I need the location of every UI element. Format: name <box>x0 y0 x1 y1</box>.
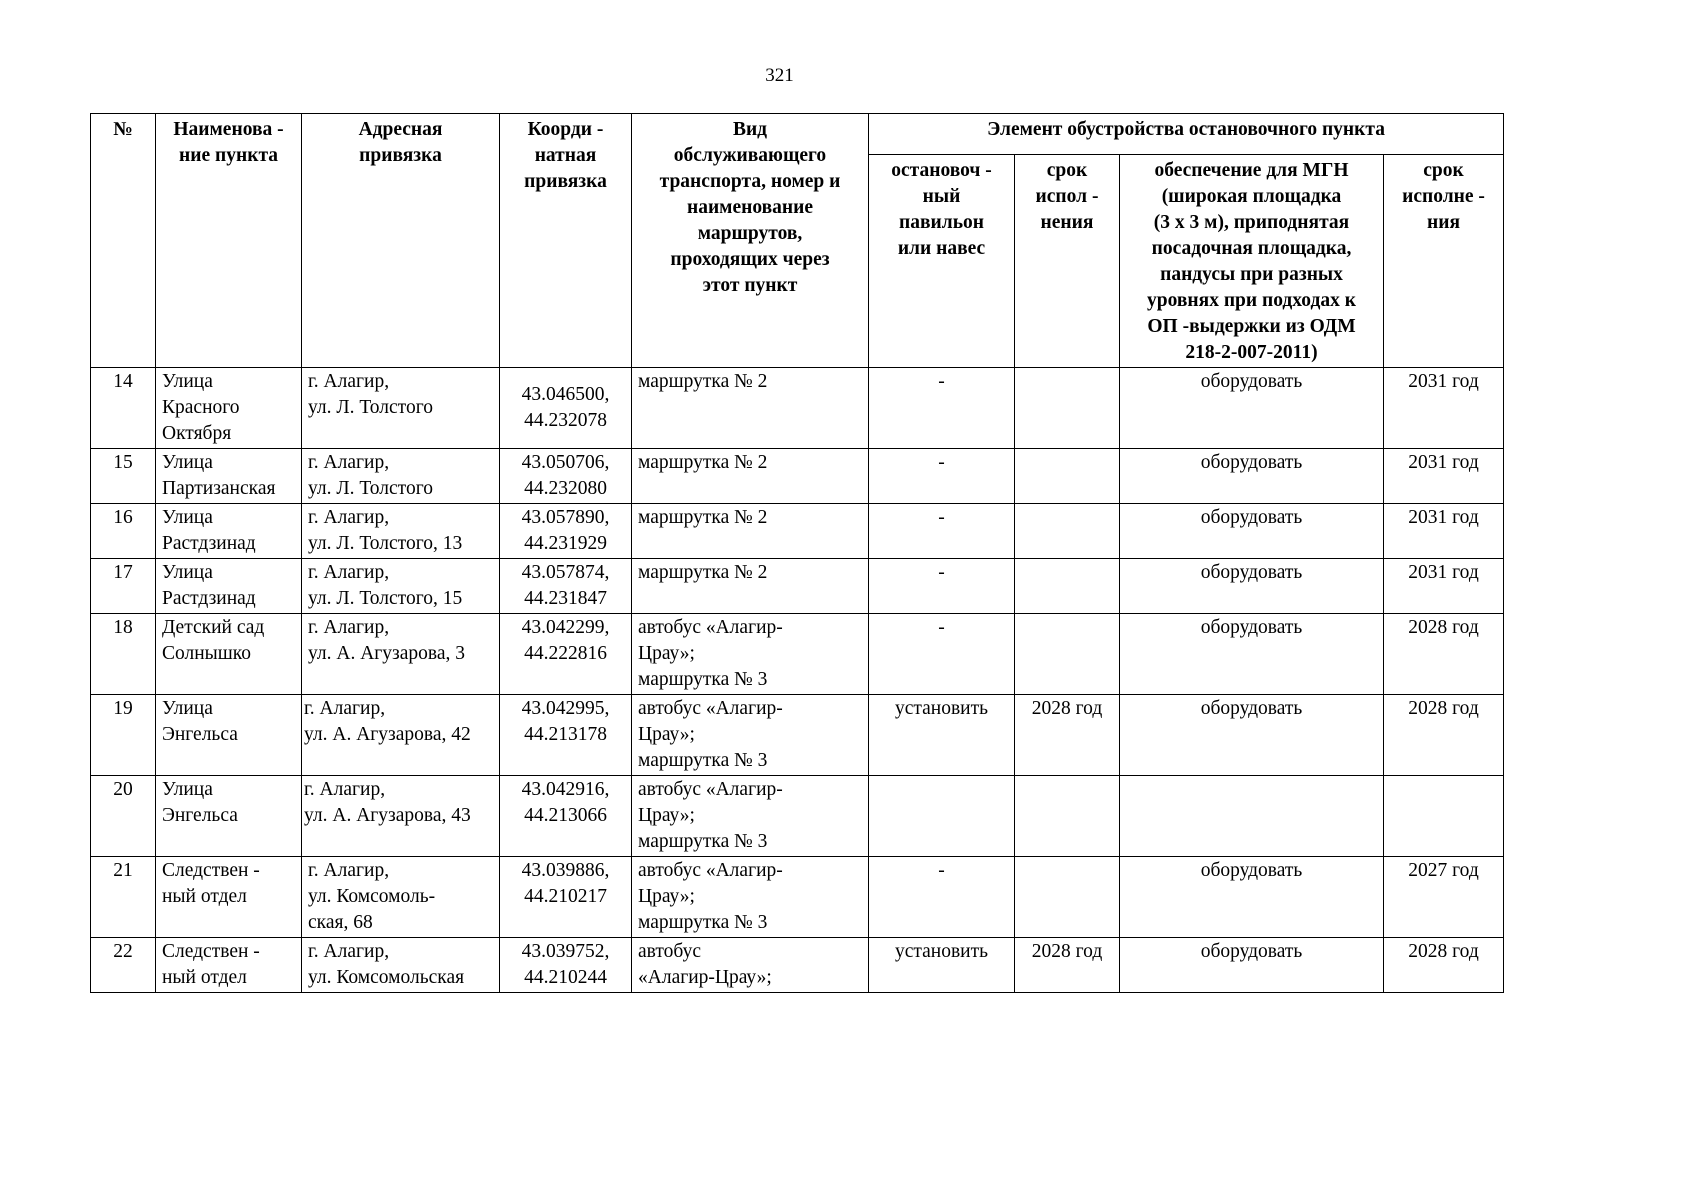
cell-line: 44.222816 <box>524 643 607 664</box>
cell-pavilion: - <box>869 857 1015 938</box>
cell-line: 44.213178 <box>524 724 607 745</box>
cell-line: маршрутка № 2 <box>638 507 768 528</box>
text-line: наименование <box>686 197 814 218</box>
cell-line: автобус «Алагир- <box>638 779 783 800</box>
text-line: пандусы при разных <box>1160 264 1343 285</box>
cell-address <box>302 368 500 449</box>
cell-pavilion: - <box>869 449 1015 504</box>
text-line: срок <box>1046 160 1088 181</box>
cell-line: г. Алагир, <box>304 779 386 800</box>
cell-term-1: 2028 год <box>1015 938 1120 993</box>
cell-term-2 <box>1384 776 1504 857</box>
table-row <box>91 776 1504 857</box>
cell-line: 44.231847 <box>524 588 607 609</box>
header-num: № <box>91 114 156 368</box>
text-line: Адресная <box>358 119 443 140</box>
cell-mgn: оборудовать <box>1120 614 1384 695</box>
cell-term-1 <box>1015 504 1120 559</box>
cell-line: Улица <box>162 371 213 392</box>
cell-name <box>156 776 302 857</box>
cell-address <box>302 449 500 504</box>
text-line: ОП -выдержки из ОДМ <box>1147 316 1356 337</box>
cell-line: г. Алагир, <box>308 941 390 962</box>
text-line: ние пункта <box>178 145 279 166</box>
cell-transport <box>632 368 869 449</box>
cell-coords <box>500 857 632 938</box>
cell-line: Црау»; <box>638 724 695 745</box>
cell-line: Улица <box>162 507 213 528</box>
cell-line: г. Алагир, <box>308 860 390 881</box>
cell-term-2: 2031 год <box>1384 368 1504 449</box>
cell-pavilion: установить <box>869 695 1015 776</box>
cell-term-2: 2028 год <box>1384 938 1504 993</box>
cell-line: ская, 68 <box>308 912 373 933</box>
text-line: (3 х 3 м), приподнятая <box>1153 212 1350 233</box>
cell-line: Энгельса <box>162 724 238 745</box>
cell-line: 43.057874, <box>521 562 610 583</box>
cell-transport <box>632 938 869 993</box>
text-line: испол - <box>1035 186 1099 207</box>
cell-line: Црау»; <box>638 643 695 664</box>
header-name <box>156 114 302 368</box>
header-stop-elements: Элемент обустройства остановочного пункта <box>869 114 1504 155</box>
text-line: этот пункт <box>702 275 798 296</box>
cell-line: маршрутка № 3 <box>638 750 768 771</box>
cell-line: Улица <box>162 779 213 800</box>
cell-line: Растдзинад <box>162 588 256 609</box>
cell-transport <box>632 776 869 857</box>
text-line: ния <box>1427 212 1461 233</box>
cell-pavilion: - <box>869 504 1015 559</box>
cell-line: ный отдел <box>162 886 247 907</box>
text-line: павильон <box>899 212 984 233</box>
cell-num: 17 <box>91 559 156 614</box>
text-line: Вид <box>732 119 768 140</box>
cell-num: 16 <box>91 504 156 559</box>
table-row <box>91 368 1504 449</box>
cell-coords <box>500 938 632 993</box>
cell-pavilion: установить <box>869 938 1015 993</box>
cell-line: Следствен - <box>162 860 260 881</box>
cell-address <box>302 776 500 857</box>
cell-address <box>302 504 500 559</box>
cell-term-1 <box>1015 368 1120 449</box>
header-transport <box>632 114 869 368</box>
cell-line: ул. Комсомоль- <box>308 886 436 907</box>
table-body <box>91 368 1504 993</box>
cell-pavilion <box>869 776 1015 857</box>
cell-line: 43.050706, <box>521 452 610 473</box>
cell-coords <box>500 504 632 559</box>
page-number: 321 <box>765 65 794 86</box>
cell-line: Октября <box>162 423 232 444</box>
cell-line: автобус «Алагир- <box>638 617 783 638</box>
cell-line: маршрутка № 3 <box>638 912 768 933</box>
cell-line: г. Алагир, <box>308 562 390 583</box>
cell-line: Энгельса <box>162 805 238 826</box>
text-line: транспорта, номер и <box>659 171 841 192</box>
cell-line: 44.210244 <box>524 967 607 988</box>
cell-line: ул. Л. Толстого <box>308 397 433 418</box>
cell-line: ул. А. Агузарова, 43 <box>304 805 471 826</box>
table-row <box>91 559 1504 614</box>
cell-mgn: оборудовать <box>1120 857 1384 938</box>
cell-name <box>156 695 302 776</box>
cell-line: 44.232078 <box>524 410 607 431</box>
cell-num: 20 <box>91 776 156 857</box>
cell-coords <box>500 776 632 857</box>
header-term-1 <box>1015 155 1120 368</box>
cell-mgn: оборудовать <box>1120 449 1384 504</box>
cell-line: маршрутка № 2 <box>638 452 768 473</box>
cell-line: ул. Комсомольская <box>308 967 465 988</box>
cell-term-2: 2027 год <box>1384 857 1504 938</box>
text-line: 218-2-007-2011) <box>1185 342 1318 363</box>
table-row <box>91 938 1504 993</box>
cell-num: 15 <box>91 449 156 504</box>
cell-line: 43.046500, <box>521 384 610 405</box>
cell-address <box>302 614 500 695</box>
cell-num: 22 <box>91 938 156 993</box>
cell-address <box>302 938 500 993</box>
text-line: ный <box>922 186 961 207</box>
cell-line: «Алагир-Црау»; <box>638 967 772 988</box>
cell-term-2: 2028 год <box>1384 614 1504 695</box>
text-line: исполне - <box>1402 186 1485 207</box>
cell-line: автобус «Алагир- <box>638 860 783 881</box>
cell-mgn: оборудовать <box>1120 695 1384 776</box>
cell-line: 43.039752, <box>521 941 610 962</box>
text-line: уровнях при подходах к <box>1147 290 1356 311</box>
cell-line: 44.231929 <box>524 533 607 554</box>
table-row <box>91 695 1504 776</box>
cell-line: 44.213066 <box>524 805 607 826</box>
cell-line: 43.039886, <box>521 860 610 881</box>
text-line: привязка <box>524 171 607 192</box>
cell-name <box>156 504 302 559</box>
header-pavilion <box>869 155 1015 368</box>
cell-line: Црау»; <box>638 886 695 907</box>
bus-stops-table <box>90 113 1504 993</box>
cell-line: 43.042916, <box>521 779 610 800</box>
table-row <box>91 857 1504 938</box>
text-line: обслуживающего <box>673 145 827 166</box>
cell-pavilion: - <box>869 559 1015 614</box>
cell-line: Растдзинад <box>162 533 256 554</box>
table-row <box>91 449 1504 504</box>
cell-pavilion: - <box>869 368 1015 449</box>
cell-line: маршрутка № 2 <box>638 371 768 392</box>
cell-address <box>302 857 500 938</box>
cell-line: г. Алагир, <box>308 371 390 392</box>
cell-line: Красного <box>162 397 240 418</box>
cell-term-2: 2031 год <box>1384 449 1504 504</box>
cell-line: г. Алагир, <box>308 617 390 638</box>
cell-line: Улица <box>162 698 213 719</box>
text-line: натная <box>534 145 597 166</box>
text-line: Коорди - <box>527 119 604 140</box>
cell-line: автобус «Алагир- <box>638 698 783 719</box>
cell-name <box>156 368 302 449</box>
text-line: маршрутов, <box>697 223 803 244</box>
header-mgn <box>1120 155 1384 368</box>
cell-term-2: 2031 год <box>1384 559 1504 614</box>
text-line: Наименова - <box>173 119 284 140</box>
cell-term-1 <box>1015 449 1120 504</box>
cell-term-1 <box>1015 857 1120 938</box>
cell-line: г. Алагир, <box>304 698 386 719</box>
cell-coords <box>500 695 632 776</box>
text-line: привязка <box>359 145 442 166</box>
cell-name <box>156 559 302 614</box>
cell-address <box>302 695 500 776</box>
cell-line: ный отдел <box>162 967 247 988</box>
cell-line: г. Алагир, <box>308 452 390 473</box>
cell-num: 18 <box>91 614 156 695</box>
cell-mgn <box>1120 776 1384 857</box>
text-line: остановоч - <box>891 160 992 181</box>
cell-num: 19 <box>91 695 156 776</box>
cell-line: Улица <box>162 452 213 473</box>
header-address <box>302 114 500 368</box>
cell-line: маршрутка № 3 <box>638 669 768 690</box>
cell-term-1: 2028 год <box>1015 695 1120 776</box>
cell-line: автобус <box>638 941 701 962</box>
cell-line: маршрутка № 3 <box>638 831 768 852</box>
cell-transport <box>632 504 869 559</box>
cell-transport <box>632 559 869 614</box>
cell-transport <box>632 695 869 776</box>
cell-term-1 <box>1015 776 1120 857</box>
header-coords <box>500 114 632 368</box>
cell-line: 43.042995, <box>521 698 610 719</box>
cell-line: маршрутка № 2 <box>638 562 768 583</box>
table-row <box>91 614 1504 695</box>
cell-line: Солнышко <box>162 643 252 664</box>
cell-transport <box>632 857 869 938</box>
cell-mgn: оборудовать <box>1120 504 1384 559</box>
cell-transport <box>632 449 869 504</box>
cell-line: ул. А. Агузарова, 3 <box>308 643 465 664</box>
text-line: обеспечение для МГН <box>1154 160 1349 181</box>
cell-num: 14 <box>91 368 156 449</box>
cell-term-2: 2031 год <box>1384 504 1504 559</box>
text-line: посадочная площадка, <box>1151 238 1352 259</box>
cell-num: 21 <box>91 857 156 938</box>
cell-coords <box>500 449 632 504</box>
cell-line: ул. Л. Толстого, 15 <box>308 588 463 609</box>
cell-term-1 <box>1015 559 1120 614</box>
table-row <box>91 504 1504 559</box>
cell-line: г. Алагир, <box>308 507 390 528</box>
text-line: срок <box>1423 160 1464 181</box>
cell-term-2: 2028 год <box>1384 695 1504 776</box>
cell-line: 43.057890, <box>521 507 610 528</box>
text-line: проходящих через <box>670 249 830 270</box>
cell-line: ул. А. Агузарова, 42 <box>304 724 471 745</box>
cell-line: 44.232080 <box>524 478 607 499</box>
cell-pavilion: - <box>869 614 1015 695</box>
cell-line: Следствен - <box>162 941 260 962</box>
cell-mgn: оборудовать <box>1120 938 1384 993</box>
cell-line: 43.042299, <box>521 617 610 638</box>
header-term-2 <box>1384 155 1504 368</box>
cell-name <box>156 449 302 504</box>
cell-line: ул. Л. Толстого <box>308 478 433 499</box>
cell-line: Партизанская <box>162 478 276 499</box>
cell-coords <box>500 559 632 614</box>
cell-name <box>156 857 302 938</box>
text-line: (широкая площадка <box>1161 186 1342 207</box>
header-row-main <box>91 114 1504 155</box>
cell-coords <box>500 368 632 449</box>
cell-line: Детский сад <box>162 617 265 638</box>
cell-name <box>156 938 302 993</box>
cell-line: 44.210217 <box>524 886 607 907</box>
cell-coords <box>500 614 632 695</box>
text-line: или навес <box>897 238 986 259</box>
cell-line: Црау»; <box>638 805 695 826</box>
cell-line: ул. Л. Толстого, 13 <box>308 533 463 554</box>
cell-term-1 <box>1015 614 1120 695</box>
cell-transport <box>632 614 869 695</box>
cell-address <box>302 559 500 614</box>
cell-mgn: оборудовать <box>1120 368 1384 449</box>
cell-name <box>156 614 302 695</box>
cell-mgn: оборудовать <box>1120 559 1384 614</box>
text-line: нения <box>1040 212 1094 233</box>
cell-line: Улица <box>162 562 213 583</box>
